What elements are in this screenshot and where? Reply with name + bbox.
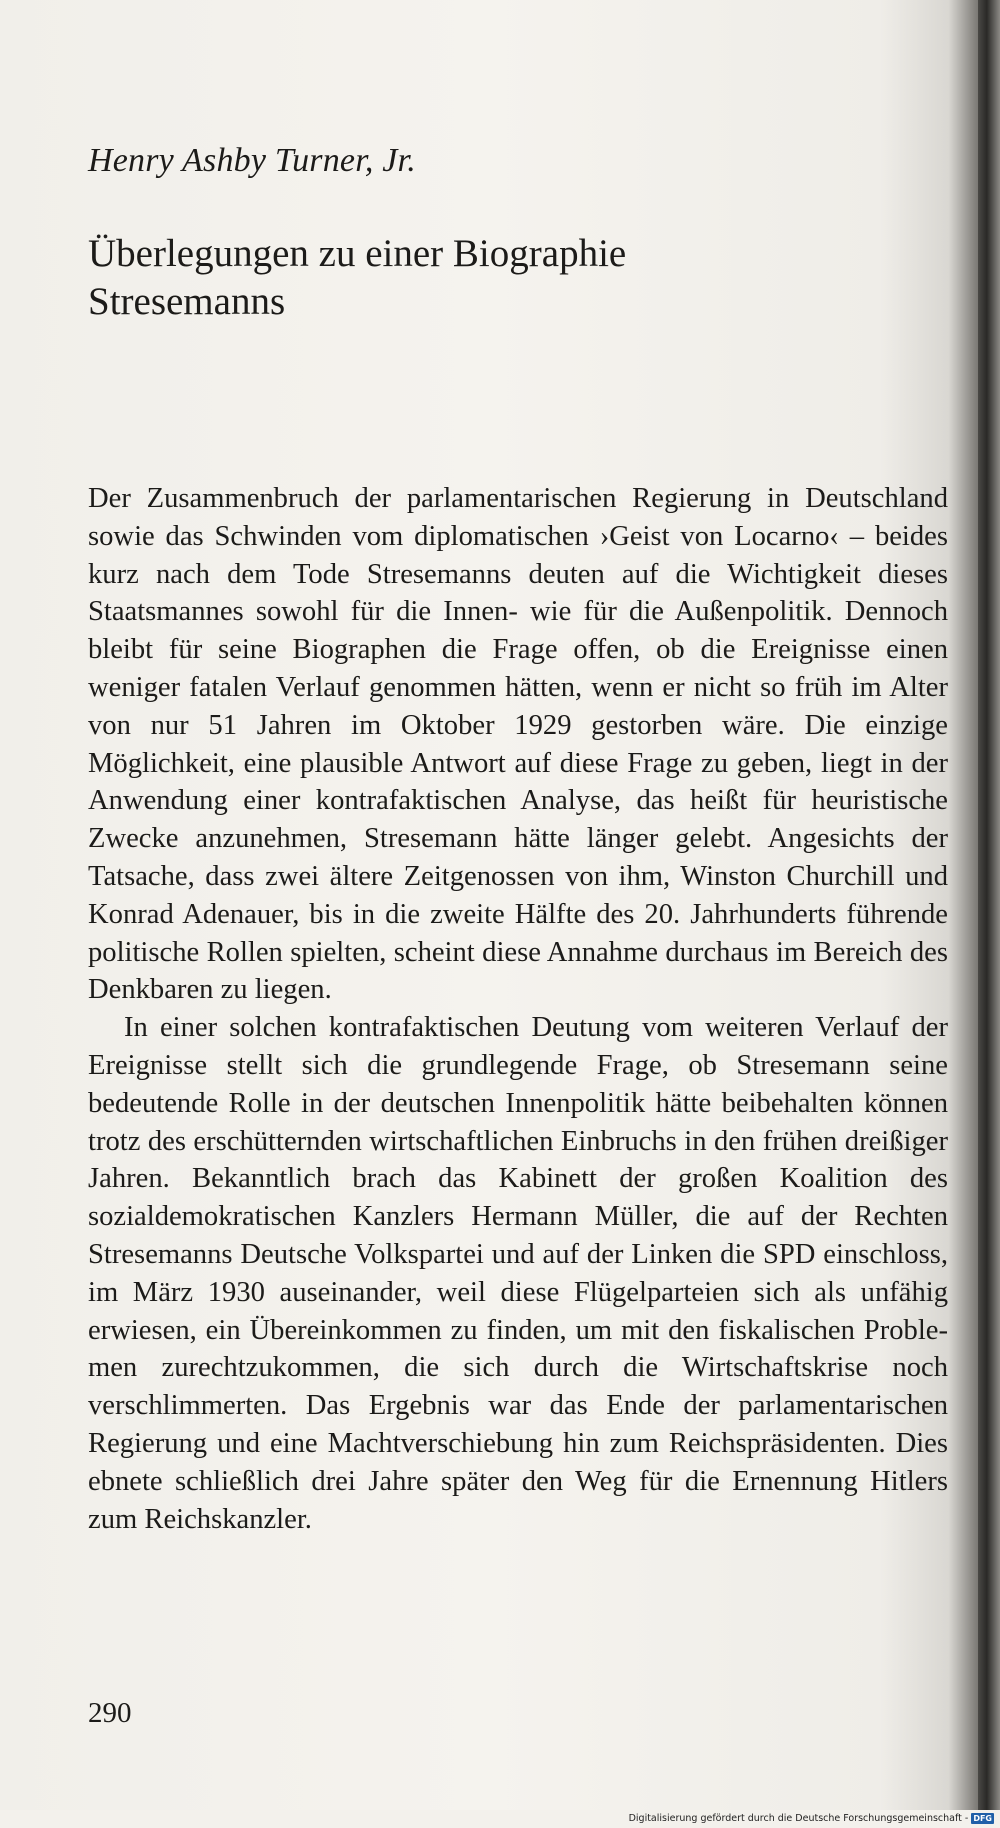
page-number: 290 (88, 1697, 132, 1729)
book-spine-shadow (978, 0, 1000, 1810)
chapter-title-line-2: Stresemanns (88, 280, 286, 323)
digitization-credit-text: Digitalisierung gefördert durch die Deutsche Forschungsgemeinschaft - (628, 1813, 969, 1824)
paragraph-1: Der Zusammenbruch der parlamentarischen Regierung in Deutschland sowie das Schwinden vom diplomatischen ›Geist von Locarno‹ – beides kurz nach dem Tode Stresemanns deuten auf die Wichtigkeit dieses Staatsmannes sowohl für die Innen- wie für die Außenpolitik. Dennoch bleibt für seine Biographen die Frage offen, ob die Ereignisse einen weniger fatalen Verlauf genommen hätten, wenn er nicht so früh im Alter von nur 51 Jahren im Oktober 1929 gestorben wäre. Die einzige Möglichkeit, eine plausible Antwort auf diese Frage zu geben, liegt in der Anwendung einer kontrafaktischen Analyse, das heißt für heuristische Zwecke anzunehmen, Stresemann hätte länger gelebt. Angesichts der Tatsache, dass zwei ältere Zeitgenossen von ihm, Winston Churchill und Konrad Adenauer, bis in die zweite Hälfte des 20. Jahrhunderts führende politische Rollen spielten, scheint diese Annahme durchaus im Bereich des Denkbaren zu liegen. (88, 483, 948, 1006)
paragraph-2: In einer solchen kontrafaktischen Deutung vom weiteren Verlauf der Ereignisse stellt sich die grundlegende Frage, ob Stresemann seine bedeutende Rolle in der deutschen Innenpolitik hätte beibehalten können trotz des erschütternden wirtschaftlichen Einbruchs in den frühen dreißiger Jahren. Bekanntlich brach das Kabinett der großen Koalition des sozialdemokratischen Kanzlers Hermann Müller, die auf der Rechten Stresemanns Deutsche Volkspartei und auf der Linken die SPD einschloss, im März 1930 auseinander, weil diese Flügelparteien sich als unfähig erwiesen, ein Übereinkommen zu finden, um mit den fiskalischen Problemen zurechtzukommen, die sich durch die Wirtschaftskrise noch verschlimmerten. Das Ergebnis war das Ende der parlamentarischen Regierung und eine Machtverschiebung hin zum Reichspräsidenten. Dies ebnete schließlich drei Jahre später den Weg für die Ernennung Hitlers zum Reichskanzler. (88, 1012, 948, 1535)
author-name: Henry Ashby Turner, Jr. (88, 142, 416, 179)
chapter-title (88, 230, 948, 326)
body-text (88, 480, 948, 1538)
chapter-title-line-1: Überlegungen zu einer Biographie (88, 232, 627, 275)
digitization-credit (629, 1813, 994, 1824)
dfg-logo-icon: DFG (973, 1814, 992, 1823)
